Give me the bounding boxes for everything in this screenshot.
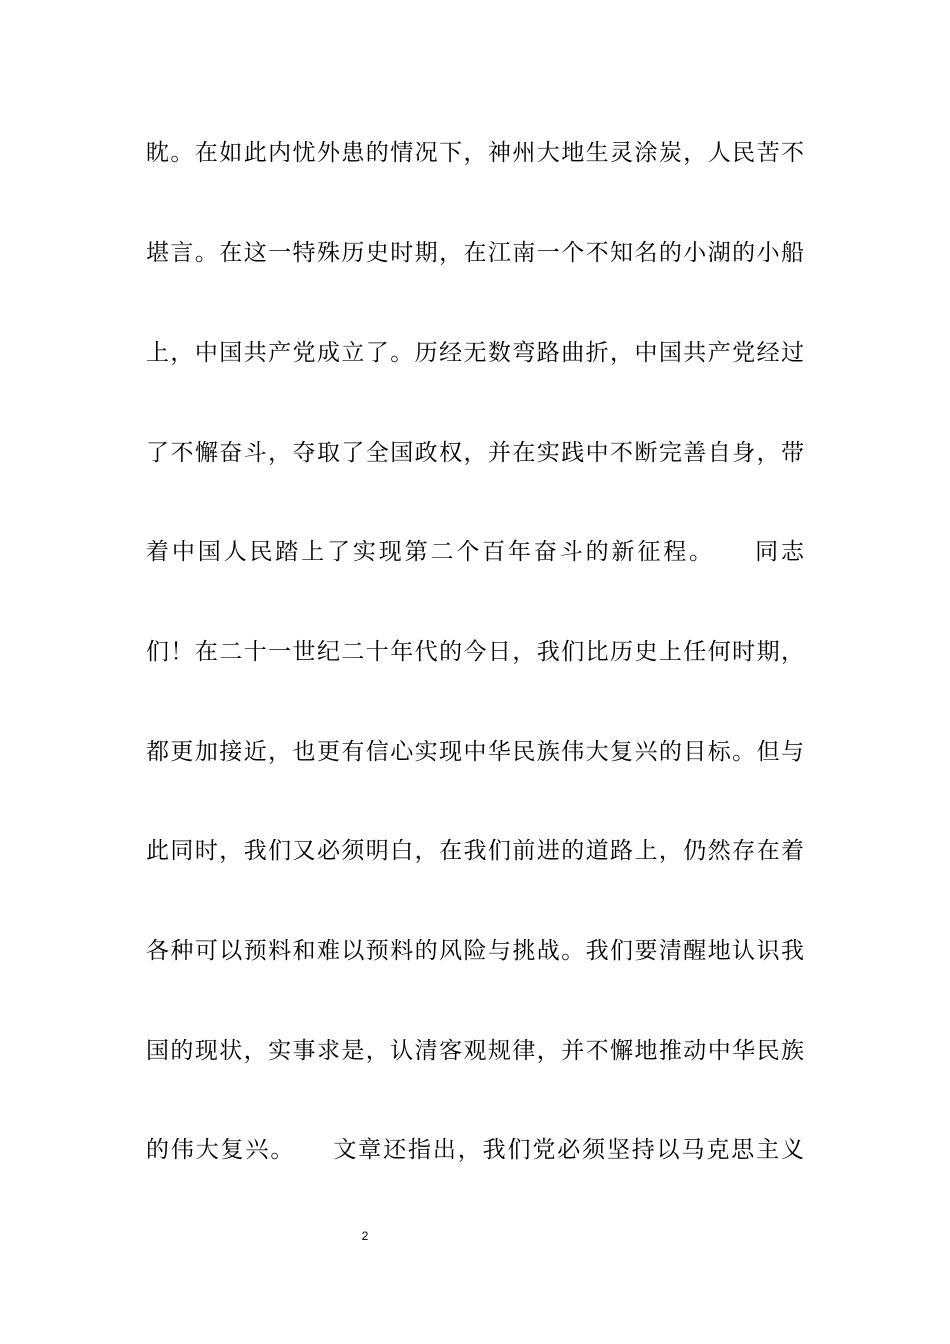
body-text-line: 都更加接近，也更有信心实现中华民族伟大复兴的目标。但与 xyxy=(146,739,804,765)
body-text-line: 的伟大复兴。 文章还指出，我们党必须坚持以马克思主义 xyxy=(146,1137,804,1163)
body-text-line: 眈。在如此内忧外患的情况下，神州大地生灵涂炭，人民苦不 xyxy=(146,140,804,166)
body-text-line: 上，中国共产党成立了。历经无数弯路曲折，中国共产党经过 xyxy=(146,340,804,366)
body-text-line: 堪言。在这一特殊历史时期，在江南一个不知名的小湖的小船 xyxy=(146,240,804,266)
page-number: 2 xyxy=(361,1229,369,1243)
body-text-line: 国的现状，实事求是，认清客观规律，并不懈地推动中华民族 xyxy=(146,1038,804,1064)
body-text-line: 着中国人民踏上了实现第二个百年奋斗的新征程。 同志 xyxy=(146,539,804,565)
body-text-line: 此同时，我们又必须明白，在我们前进的道路上，仍然存在着 xyxy=(146,838,804,864)
body-text-line: 了不懈奋斗，夺取了全国政权，并在实践中不断完善自身，带 xyxy=(146,440,804,466)
body-text-line: 们！在二十一世纪二十年代的今日，我们比历史上任何时期， xyxy=(146,639,804,665)
body-text-line: 各种可以预料和难以预料的风险与挑战。我们要清醒地认识我 xyxy=(146,938,804,964)
